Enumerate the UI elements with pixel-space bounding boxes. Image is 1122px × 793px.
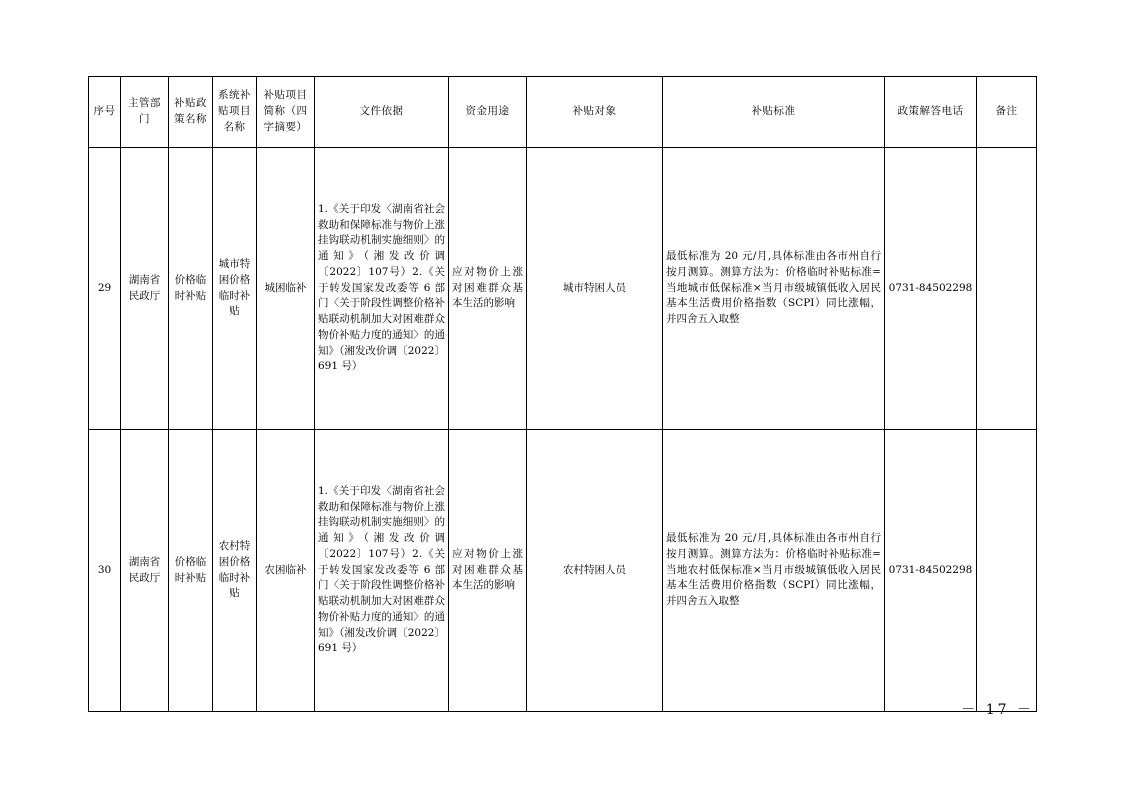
column-header-target: 补贴对象 [527, 77, 663, 148]
column-header-seq: 序号 [89, 77, 121, 148]
column-header-phone: 政策解答电话 [885, 77, 977, 148]
column-header-standard: 补贴标准 [663, 77, 885, 148]
cell-seq: 29 [89, 148, 121, 430]
cell-system-item: 城市特困价格临时补贴 [213, 148, 257, 430]
cell-department: 湖南省民政厅 [121, 430, 169, 712]
cell-target: 城市特困人员 [527, 148, 663, 430]
cell-remark [977, 430, 1037, 712]
cell-department: 湖南省民政厅 [121, 148, 169, 430]
column-header-system-item: 系统补贴项目名称 [213, 77, 257, 148]
table-row [89, 430, 1037, 712]
cell-phone: 0731-84502298 [885, 148, 977, 430]
column-header-basis: 文件依据 [315, 77, 449, 148]
cell-basis: 1.《关于印发〈湖南省社会救助和保障标准与物价上涨挂钩联动机制实施细则〉的通知》（湘发改价调〔2022〕107号）2.《关于转发国家发改委等 6 部门〈关于阶段性调整价格补贴联动机制加大对困难群众物价补贴力度的通知〉的通知》（湘发改价调〔2022〕691 号） [315, 430, 449, 712]
subsidy-policy-table [88, 76, 1037, 712]
cell-abbreviation: 农困临补 [257, 430, 315, 712]
cell-phone: 0731-84502298 [885, 430, 977, 712]
cell-basis: 1.《关于印发〈湖南省社会救助和保障标准与物价上涨挂钩联动机制实施细则〉的通知》（湘发改价调〔2022〕107号）2.《关于转发国家发改委等 6 部门〈关于阶段性调整价格补贴联动机制加大对困难群众物价补贴力度的通知〉的通知》（湘发改价调〔2022〕691 号） [315, 148, 449, 430]
cell-abbreviation: 城困临补 [257, 148, 315, 430]
cell-remark [977, 148, 1037, 430]
cell-policy-name: 价格临时补贴 [169, 430, 213, 712]
cell-fund-use: 应对物价上涨对困难群众基本生活的影响 [449, 148, 527, 430]
table-header-row [89, 77, 1037, 148]
column-header-remark: 备注 [977, 77, 1037, 148]
column-header-abbreviation: 补贴项目简称（四字摘要） [257, 77, 315, 148]
cell-system-item: 农村特困价格临时补贴 [213, 430, 257, 712]
cell-seq: 30 [89, 430, 121, 712]
cell-policy-name: 价格临时补贴 [169, 148, 213, 430]
cell-standard: 最低标准为 20 元/月,具体标准由各市州自行按月测算。测算方法为：价格临时补贴标准=当地城市低保标准×当月市级城镇低收入居民基本生活费用价格指数（SCPI）同比涨幅，并四舍五入取整 [663, 148, 885, 430]
cell-standard: 最低标准为 20 元/月,具体标准由各市州自行按月测算。测算方法为：价格临时补贴标准=当地农村低保标准×当月市级城镇低收入居民基本生活费用价格指数（SCPI）同比涨幅，并四舍五入取整 [663, 430, 885, 712]
column-header-fund-use: 资金用途 [449, 77, 527, 148]
page-number: － 17 － [961, 702, 1034, 718]
cell-target: 农村特困人员 [527, 430, 663, 712]
column-header-department: 主管部门 [121, 77, 169, 148]
cell-fund-use: 应对物价上涨对困难群众基本生活的影响 [449, 430, 527, 712]
table-row [89, 148, 1037, 430]
column-header-policy-name: 补贴政策名称 [169, 77, 213, 148]
